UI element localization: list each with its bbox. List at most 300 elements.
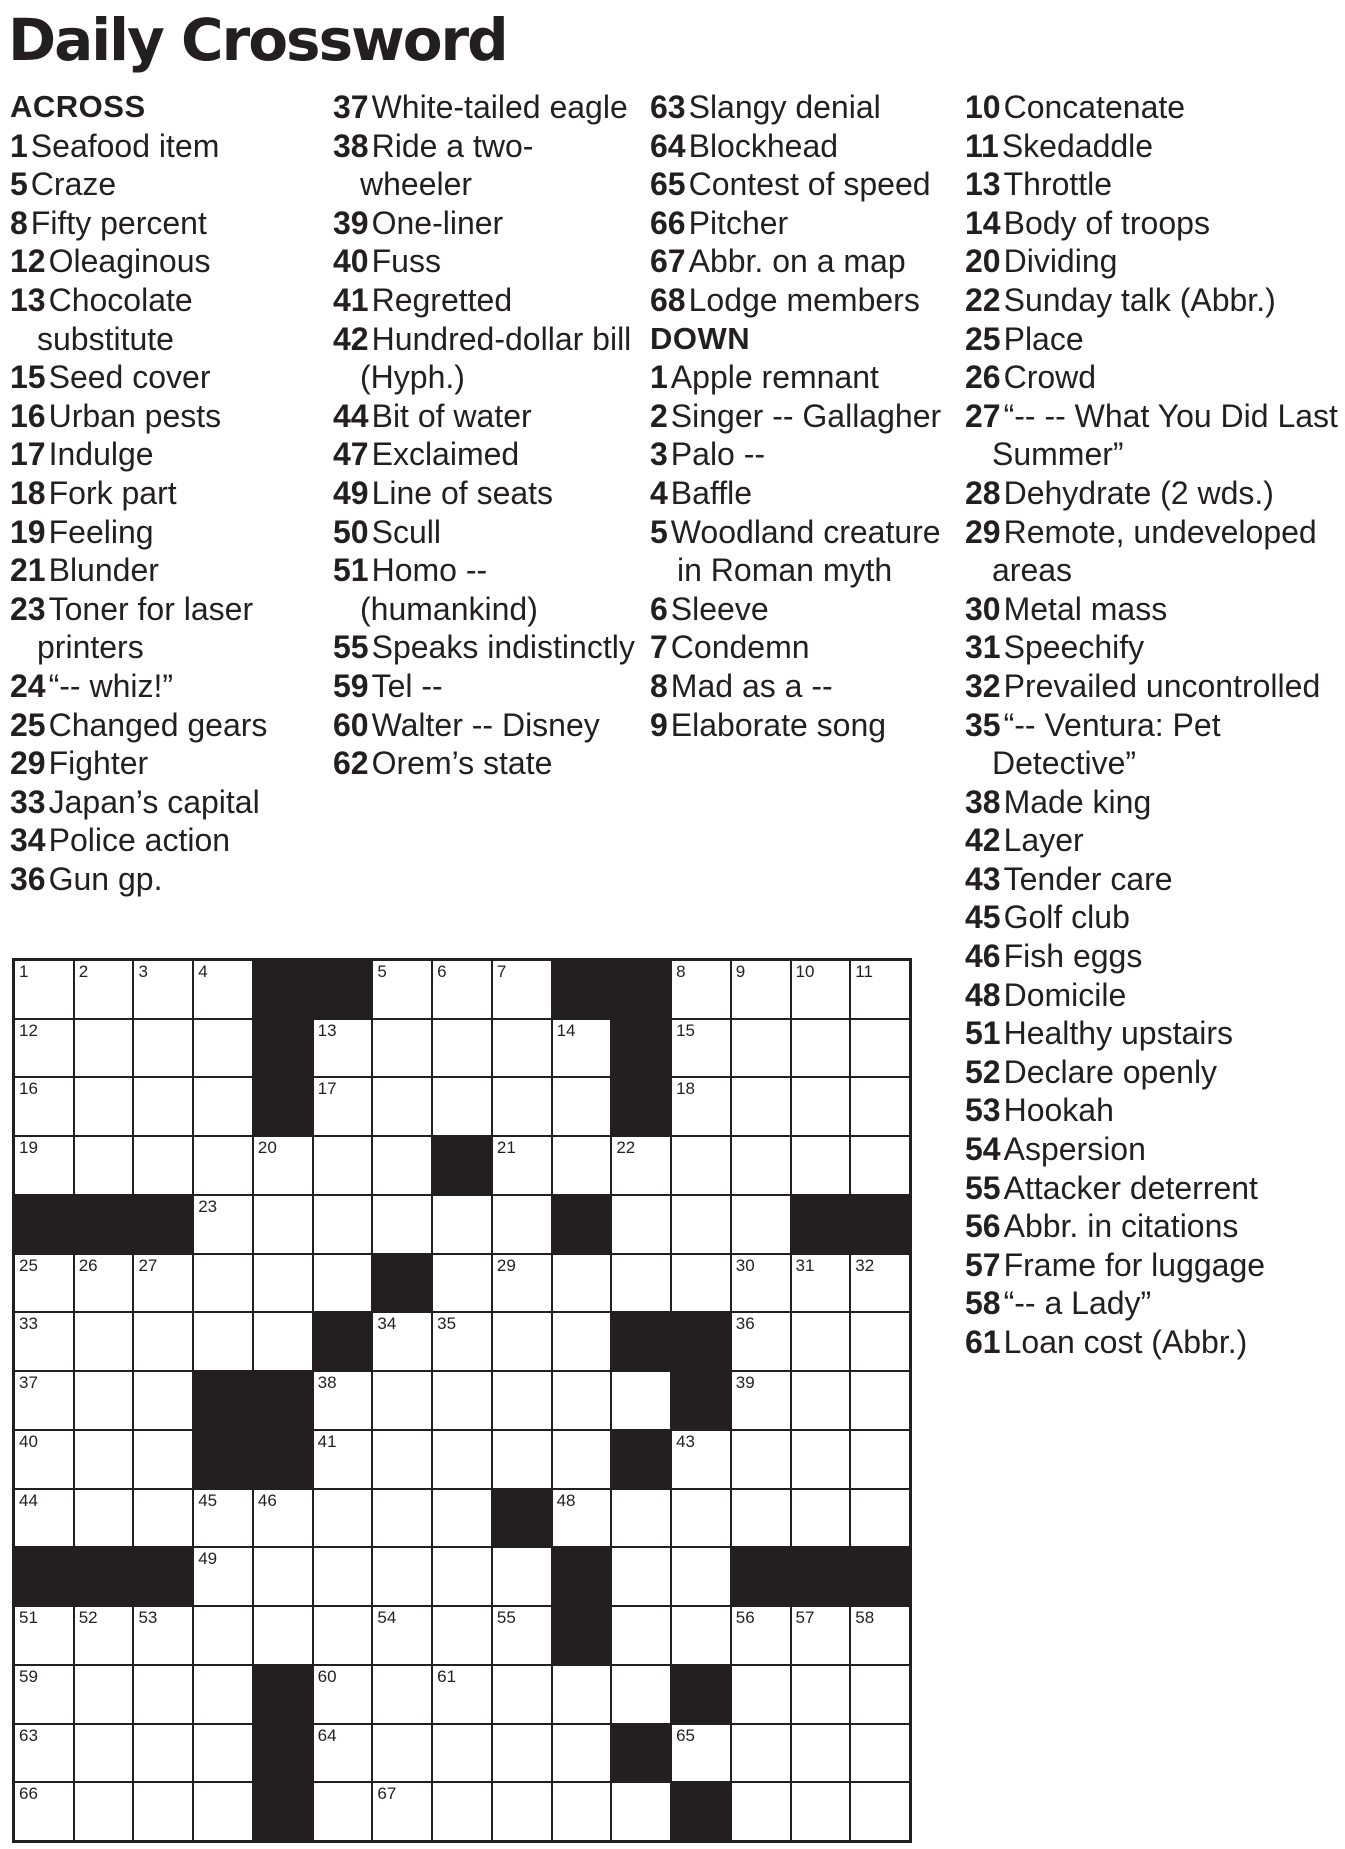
clue-item — [965, 628, 1340, 667]
clue-item — [333, 628, 641, 667]
grid-cell[interactable] — [851, 1313, 909, 1370]
grid-cell[interactable] — [254, 1490, 312, 1547]
grid-cell[interactable] — [15, 1020, 73, 1077]
clue-text: Metal mass — [1003, 590, 1168, 627]
clue-number: 34 — [10, 822, 46, 859]
grid-cell[interactable] — [314, 1490, 372, 1547]
black-square — [254, 1020, 312, 1077]
grid-cell[interactable] — [851, 1431, 909, 1488]
grid-cell[interactable] — [314, 1196, 372, 1253]
grid-cell[interactable] — [134, 1666, 192, 1723]
grid-cell[interactable] — [732, 1372, 790, 1429]
cell-number: 2 — [78, 962, 89, 981]
grid-cell[interactable] — [373, 1020, 431, 1077]
clue-list — [650, 88, 958, 320]
grid-cell[interactable] — [15, 1431, 73, 1488]
grid-cell[interactable] — [672, 961, 730, 1018]
clue-text: Condemn — [670, 629, 810, 666]
grid-cell[interactable] — [792, 1666, 850, 1723]
clue-item — [965, 88, 1340, 127]
grid-cell[interactable] — [553, 1078, 611, 1135]
grid-cell[interactable] — [433, 1783, 491, 1840]
cell-number: 10 — [795, 962, 815, 981]
clue-number: 28 — [965, 474, 1001, 511]
black-square — [15, 1196, 73, 1253]
cell-number: 11 — [855, 962, 873, 981]
grid-cell[interactable] — [672, 1196, 730, 1253]
clue-text: Lodge members — [688, 281, 920, 318]
grid-cell[interactable] — [792, 1431, 850, 1488]
clue-number: 39 — [333, 204, 369, 241]
clue-number: 27 — [965, 397, 1001, 434]
grid-cell[interactable] — [612, 1255, 670, 1312]
grid-cell[interactable] — [792, 1137, 850, 1194]
clue-number: 58 — [965, 1285, 1001, 1322]
grid-cell[interactable] — [553, 1020, 611, 1077]
grid-cell[interactable] — [373, 1431, 431, 1488]
grid-cell[interactable] — [194, 1020, 252, 1077]
clue-item — [965, 1284, 1340, 1323]
grid-cell[interactable] — [433, 1020, 491, 1077]
grid-cell[interactable] — [433, 1490, 491, 1547]
cell-number: 9 — [735, 962, 746, 981]
grid-cell[interactable] — [553, 1725, 611, 1782]
clue-number: 6 — [650, 590, 668, 627]
cell-number: 63 — [19, 1725, 38, 1745]
grid-cell[interactable] — [493, 1548, 551, 1605]
clue-number: 25 — [10, 706, 46, 743]
clue-item — [965, 590, 1340, 629]
cell-number: 13 — [317, 1020, 337, 1040]
grid-cell[interactable] — [433, 1431, 491, 1488]
clue-text: One-liner — [371, 204, 504, 241]
grid-cell[interactable] — [493, 1372, 551, 1429]
grid-cell[interactable] — [553, 1666, 611, 1723]
grid-cell[interactable] — [134, 1372, 192, 1429]
grid-cell[interactable] — [612, 1783, 670, 1840]
clue-number: 5 — [10, 166, 28, 203]
grid-cell[interactable] — [254, 1196, 312, 1253]
grid-cell[interactable] — [75, 1666, 133, 1723]
grid-cell[interactable] — [134, 1725, 192, 1782]
grid-cell[interactable] — [373, 1725, 431, 1782]
grid-cell[interactable] — [732, 1725, 790, 1782]
grid-cell[interactable] — [75, 1372, 133, 1429]
grid-cell[interactable] — [194, 1313, 252, 1370]
clue-number: 47 — [333, 436, 369, 473]
grid-cell[interactable] — [15, 1666, 73, 1723]
clue-number: 68 — [650, 281, 686, 318]
grid-cell[interactable] — [433, 1196, 491, 1253]
clue-number: 5 — [650, 513, 668, 550]
grid-cell[interactable] — [732, 1137, 790, 1194]
grid-cell[interactable] — [314, 1255, 372, 1312]
grid-cell[interactable] — [672, 1725, 730, 1782]
grid-cell[interactable] — [851, 1725, 909, 1782]
grid-cell[interactable] — [314, 1607, 372, 1664]
black-square — [254, 1431, 312, 1488]
clue-item — [333, 88, 641, 127]
grid-cell[interactable] — [851, 1607, 909, 1664]
clue-text: Apple remnant — [670, 359, 879, 396]
grid-cell[interactable] — [373, 1078, 431, 1135]
grid-cell[interactable] — [15, 1725, 73, 1782]
clue-text: Skedaddle — [1001, 127, 1154, 164]
clue-number: 12 — [10, 243, 46, 280]
grid-cell[interactable] — [194, 1783, 252, 1840]
clue-text: Aspersion — [1003, 1131, 1146, 1168]
grid-cell[interactable] — [493, 961, 551, 1018]
clue-item — [965, 1169, 1340, 1208]
grid-cell[interactable] — [15, 1313, 73, 1370]
grid-cell[interactable] — [792, 1725, 850, 1782]
grid-cell[interactable] — [851, 1078, 909, 1135]
grid-cell[interactable] — [851, 1372, 909, 1429]
grid-cell[interactable] — [792, 1020, 850, 1077]
grid-cell[interactable] — [553, 1255, 611, 1312]
grid-cell[interactable] — [553, 1313, 611, 1370]
cell-number: 1 — [19, 962, 29, 981]
black-square — [553, 1607, 611, 1664]
cell-number: 27 — [138, 1255, 158, 1275]
grid-cell[interactable] — [433, 1725, 491, 1782]
grid-cell[interactable] — [134, 1078, 192, 1135]
grid-cell[interactable] — [612, 1548, 670, 1605]
grid-cell[interactable] — [134, 1255, 192, 1312]
grid-cell[interactable] — [792, 1078, 850, 1135]
grid-cell[interactable] — [732, 1431, 790, 1488]
grid-cell[interactable] — [373, 1490, 431, 1547]
black-square — [851, 1548, 909, 1605]
grid-cell[interactable] — [493, 1137, 551, 1194]
clue-number: 17 — [10, 436, 46, 473]
grid-cell[interactable] — [732, 1255, 790, 1312]
grid-cell[interactable] — [75, 1078, 133, 1135]
grid-cell[interactable] — [254, 1255, 312, 1312]
grid-cell[interactable] — [194, 1490, 252, 1547]
black-square — [612, 1725, 670, 1782]
clue-text: Chocolate substitute — [37, 281, 193, 357]
grid-cell[interactable] — [493, 1783, 551, 1840]
clue-item — [965, 1207, 1340, 1246]
grid-cell[interactable] — [134, 1313, 192, 1370]
grid-cell[interactable] — [433, 961, 491, 1018]
grid-cell[interactable] — [851, 1783, 909, 1840]
grid-cell[interactable] — [493, 1020, 551, 1077]
clue-text: Frame for luggage — [1003, 1246, 1266, 1283]
grid-cell[interactable] — [553, 1372, 611, 1429]
clue-item — [10, 397, 318, 436]
black-square — [672, 1372, 730, 1429]
grid-cell[interactable] — [612, 1666, 670, 1723]
clue-item — [10, 513, 318, 552]
clue-text: Exclaimed — [371, 436, 520, 473]
grid-cell[interactable] — [75, 1490, 133, 1547]
across-heading: ACROSS — [10, 89, 146, 124]
clue-number: 24 — [10, 667, 46, 704]
cell-number: 36 — [735, 1314, 755, 1334]
cell-number: 45 — [198, 1490, 218, 1510]
clue-text: Domicile — [1003, 976, 1127, 1013]
grid-cell[interactable] — [672, 1431, 730, 1488]
clue-number: 54 — [965, 1131, 1001, 1168]
grid-cell[interactable] — [134, 1607, 192, 1664]
grid-cell[interactable] — [373, 1548, 431, 1605]
grid-cell[interactable] — [194, 961, 252, 1018]
grid-cell[interactable] — [75, 1255, 133, 1312]
black-square — [134, 1548, 192, 1605]
clue-text: Homo -- (humankind) — [360, 552, 538, 627]
clue-item — [333, 706, 641, 745]
grid-cell[interactable] — [194, 1666, 252, 1723]
grid-cell[interactable] — [134, 1490, 192, 1547]
clue-text: “-- Ventura: Pet Detective” — [992, 706, 1221, 782]
clue-item — [965, 281, 1340, 320]
grid-cell[interactable] — [373, 1666, 431, 1723]
cell-number: 21 — [496, 1138, 516, 1158]
grid-cell[interactable] — [194, 1078, 252, 1135]
clue-item — [10, 165, 318, 204]
black-square — [672, 1313, 730, 1370]
clue-number: 56 — [965, 1208, 1001, 1245]
grid-cell[interactable] — [493, 1431, 551, 1488]
grid-cell[interactable] — [433, 1666, 491, 1723]
grid-cell[interactable] — [612, 1196, 670, 1253]
grid-cell[interactable] — [254, 1137, 312, 1194]
grid-cell[interactable] — [314, 1783, 372, 1840]
grid-cell[interactable] — [134, 1137, 192, 1194]
grid-cell[interactable] — [553, 1137, 611, 1194]
grid-cell[interactable] — [373, 1372, 431, 1429]
clue-item — [965, 1091, 1340, 1130]
grid-cell[interactable] — [493, 1255, 551, 1312]
grid-cell[interactable] — [254, 1548, 312, 1605]
clue-text: Hookah — [1003, 1092, 1114, 1129]
grid-cell[interactable] — [732, 1078, 790, 1135]
grid-cell[interactable] — [433, 1607, 491, 1664]
grid-cell[interactable] — [612, 1607, 670, 1664]
grid-cell[interactable] — [75, 1137, 133, 1194]
clue-text: Changed gears — [48, 706, 268, 743]
grid-cell[interactable] — [314, 1548, 372, 1605]
clue-text: Speaks indistinctly — [371, 629, 635, 666]
clue-item — [965, 976, 1340, 1015]
grid-cell[interactable] — [732, 961, 790, 1018]
grid-cell[interactable] — [612, 1490, 670, 1547]
grid-cell[interactable] — [314, 1431, 372, 1488]
grid-cell[interactable] — [792, 1607, 850, 1664]
grid-cell[interactable] — [792, 1255, 850, 1312]
grid-cell[interactable] — [314, 1372, 372, 1429]
clue-item — [965, 706, 1340, 783]
clue-text: “-- a Lady” — [1003, 1285, 1152, 1322]
clue-number: 44 — [333, 397, 369, 434]
clue-number: 50 — [333, 513, 369, 550]
grid-cell[interactable] — [493, 1313, 551, 1370]
black-square — [15, 1548, 73, 1605]
grid-cell[interactable] — [672, 1255, 730, 1312]
grid-cell[interactable] — [851, 1666, 909, 1723]
grid-cell[interactable] — [732, 1490, 790, 1547]
clue-item — [333, 127, 641, 204]
grid-cell[interactable] — [672, 1078, 730, 1135]
grid-cell[interactable] — [672, 1607, 730, 1664]
down-heading: DOWN — [650, 320, 751, 356]
grid-cell[interactable] — [15, 1607, 73, 1664]
clue-text: Slangy denial — [688, 89, 881, 125]
black-square — [75, 1548, 133, 1605]
grid-cell[interactable] — [792, 961, 850, 1018]
grid-cell[interactable] — [15, 1783, 73, 1840]
cell-number: 7 — [496, 962, 507, 981]
clue-column-4 — [965, 88, 1340, 1362]
clue-item — [10, 127, 318, 166]
clue-item — [10, 860, 318, 899]
grid-cell[interactable] — [792, 1372, 850, 1429]
cell-number: 48 — [556, 1490, 576, 1510]
clue-number: 25 — [965, 320, 1001, 357]
grid-cell[interactable] — [194, 1725, 252, 1782]
clue-number: 36 — [10, 860, 46, 897]
grid-cell[interactable] — [373, 961, 431, 1018]
grid-cell[interactable] — [373, 1607, 431, 1664]
grid-cell[interactable] — [732, 1666, 790, 1723]
grid-cell[interactable] — [254, 1313, 312, 1370]
grid-cell[interactable] — [134, 1783, 192, 1840]
grid-cell[interactable] — [373, 1137, 431, 1194]
cell-number: 44 — [19, 1490, 38, 1510]
grid-cell[interactable] — [433, 1313, 491, 1370]
grid-cell[interactable] — [75, 1313, 133, 1370]
cell-number: 55 — [496, 1608, 516, 1628]
grid-cell[interactable] — [732, 1020, 790, 1077]
grid-cell[interactable] — [194, 1548, 252, 1605]
grid-cell[interactable] — [493, 1196, 551, 1253]
grid-cell[interactable] — [15, 961, 73, 1018]
grid-cell[interactable] — [851, 961, 909, 1018]
clue-text: Body of troops — [1003, 204, 1210, 241]
grid-cell[interactable] — [15, 1255, 73, 1312]
clue-number: 16 — [10, 397, 46, 434]
grid-cell[interactable] — [493, 1078, 551, 1135]
grid-cell[interactable] — [851, 1490, 909, 1547]
grid-cell[interactable] — [194, 1196, 252, 1253]
clue-number: 49 — [333, 474, 369, 511]
clue-text: Baffle — [670, 474, 753, 511]
grid-cell[interactable] — [15, 1078, 73, 1135]
grid-cell[interactable] — [75, 1607, 133, 1664]
grid-cell[interactable] — [15, 1137, 73, 1194]
clue-text: Walter -- Disney — [371, 706, 600, 743]
grid-cell[interactable] — [194, 1255, 252, 1312]
grid-cell[interactable] — [732, 1313, 790, 1370]
clue-number: 2 — [650, 397, 668, 434]
grid-cell[interactable] — [851, 1137, 909, 1194]
grid-cell[interactable] — [134, 961, 192, 1018]
clue-text: Concatenate — [1003, 89, 1186, 125]
grid-cell[interactable] — [433, 1372, 491, 1429]
grid-cell[interactable] — [672, 1020, 730, 1077]
grid-cell[interactable] — [194, 1607, 252, 1664]
grid-cell[interactable] — [553, 1490, 611, 1547]
grid-cell[interactable] — [433, 1548, 491, 1605]
grid-cell[interactable] — [15, 1372, 73, 1429]
grid-cell[interactable] — [493, 1725, 551, 1782]
grid-cell[interactable] — [254, 1607, 312, 1664]
cell-number: 16 — [19, 1079, 38, 1099]
grid-cell[interactable] — [792, 1313, 850, 1370]
crossword-grid — [12, 958, 912, 1843]
grid-cell[interactable] — [672, 1490, 730, 1547]
grid-cell[interactable] — [314, 1666, 372, 1723]
clue-item — [333, 204, 641, 243]
clue-text: Indulge — [48, 436, 154, 473]
grid-cell[interactable] — [493, 1607, 551, 1664]
grid-cell[interactable] — [373, 1313, 431, 1370]
clue-number: 51 — [965, 1015, 1001, 1052]
grid-cell[interactable] — [612, 1137, 670, 1194]
cell-number: 56 — [735, 1608, 755, 1628]
cell-number: 60 — [317, 1666, 337, 1686]
grid-cell[interactable] — [75, 1783, 133, 1840]
grid-cell[interactable] — [851, 1255, 909, 1312]
clue-number: 64 — [650, 127, 686, 164]
clue-number: 19 — [10, 513, 46, 550]
grid-cell[interactable] — [314, 1020, 372, 1077]
clue-number: 30 — [965, 590, 1001, 627]
grid-cell[interactable] — [732, 1783, 790, 1840]
grid-cell[interactable] — [314, 1078, 372, 1135]
grid-cell[interactable] — [314, 1725, 372, 1782]
black-square — [194, 1372, 252, 1429]
grid-cell[interactable] — [553, 1431, 611, 1488]
clue-number: 26 — [965, 359, 1001, 396]
clue-text: Seed cover — [48, 359, 211, 396]
grid-cell[interactable] — [553, 1783, 611, 1840]
grid-cell[interactable] — [15, 1490, 73, 1547]
grid-cell[interactable] — [314, 1137, 372, 1194]
grid-cell[interactable] — [792, 1783, 850, 1840]
grid-cell[interactable] — [732, 1196, 790, 1253]
cell-number: 53 — [138, 1608, 158, 1628]
clue-item — [650, 706, 958, 745]
grid-cell[interactable] — [493, 1666, 551, 1723]
grid-cell[interactable] — [672, 1548, 730, 1605]
grid-cell[interactable] — [433, 1255, 491, 1312]
clue-number: 57 — [965, 1246, 1001, 1283]
grid-cell[interactable] — [134, 1431, 192, 1488]
grid-cell[interactable] — [732, 1607, 790, 1664]
grid-cell[interactable] — [792, 1490, 850, 1547]
grid-cell[interactable] — [672, 1137, 730, 1194]
grid-cell[interactable] — [612, 1372, 670, 1429]
grid-cell[interactable] — [433, 1078, 491, 1135]
grid-cell[interactable] — [373, 1196, 431, 1253]
grid-cell[interactable] — [373, 1783, 431, 1840]
grid-cell[interactable] — [194, 1137, 252, 1194]
grid-cell[interactable] — [75, 1431, 133, 1488]
grid-cell[interactable] — [75, 1725, 133, 1782]
clue-item — [333, 744, 641, 783]
clue-text: Place — [1003, 320, 1084, 357]
clue-item — [650, 204, 958, 243]
grid-cell[interactable] — [75, 1020, 133, 1077]
clue-text: Contest of speed — [688, 166, 931, 203]
grid-cell[interactable] — [851, 1020, 909, 1077]
grid-cell[interactable] — [134, 1020, 192, 1077]
grid-cell[interactable] — [75, 961, 133, 1018]
black-square — [254, 1783, 312, 1840]
